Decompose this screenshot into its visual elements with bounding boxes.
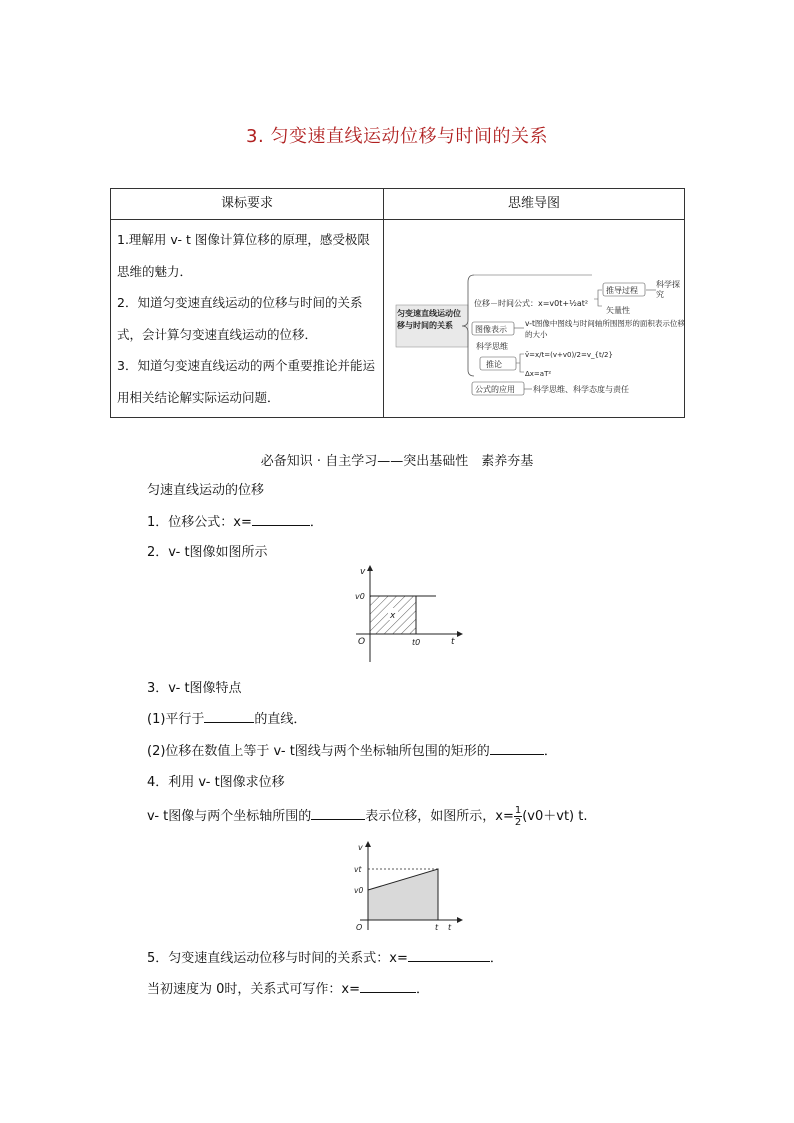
answer-blank[interactable] bbox=[252, 511, 310, 526]
graph2-v0: v0 bbox=[354, 886, 364, 895]
mindmap-root: 匀变速直线运动位移与时间的关系 bbox=[397, 309, 461, 330]
period: ． bbox=[309, 515, 323, 530]
mindmap-branch-formula: 位移－时间公式：x=v0t+½at² bbox=[474, 299, 589, 308]
period: ． bbox=[489, 951, 503, 966]
graph2-v-axis: v bbox=[358, 843, 363, 852]
requirement-item: 1.理解用 v- t 图像计算位移的原理，感受极限思维的魅力． bbox=[117, 232, 370, 279]
item-4a-pre: v- t图像与两个坐标轴所围的 bbox=[147, 809, 312, 824]
graph1-area-label: x bbox=[390, 611, 396, 621]
item-6 bbox=[147, 978, 429, 997]
mindmap-diagram bbox=[384, 220, 686, 407]
mindmap-inference-f1: v̄=x/t=(v+v0)/2=v_{t/2} bbox=[525, 351, 613, 359]
answer-blank[interactable] bbox=[408, 947, 490, 962]
vt-graph-uniform bbox=[320, 562, 470, 666]
mindmap-inference-f2: Δx=aT² bbox=[525, 370, 552, 378]
requirements-table bbox=[110, 188, 685, 418]
mindmap-graph-desc: v-t图像中图线与时间轴所围图形的面积表示位移的大小 bbox=[525, 319, 685, 339]
item-3: 3．v- t图像特点 bbox=[147, 681, 242, 696]
requirements-cell bbox=[111, 220, 384, 418]
answer-blank[interactable] bbox=[311, 805, 365, 820]
graph1-v-axis: v bbox=[360, 567, 366, 577]
item-1 bbox=[147, 511, 323, 530]
mindmap-graph: 图像表示 bbox=[475, 325, 507, 334]
item-1-text: 1．位移公式：x= bbox=[147, 515, 252, 530]
mindmap-derive: 推导过程 bbox=[606, 286, 638, 295]
item-3a bbox=[147, 708, 306, 727]
item-4: 4．利用 v- t图像求位移 bbox=[147, 775, 285, 790]
col-header-requirements: 课标要求 bbox=[111, 189, 384, 220]
requirement-item: 3．知道匀变速直线运动的两个重要推论并能运用相关结论解实际运动问题． bbox=[117, 358, 375, 405]
mindmap-inference: 推论 bbox=[486, 360, 502, 369]
item-5 bbox=[147, 947, 503, 966]
item-3a-post: 的直线． bbox=[254, 712, 307, 727]
page-title: 3. 匀变速直线运动位移与时间的关系 bbox=[246, 126, 548, 147]
mindmap-cell bbox=[384, 220, 685, 418]
item-4a bbox=[147, 805, 588, 828]
vt-graph-accelerated bbox=[330, 838, 470, 934]
graph2-t-axis: t bbox=[448, 923, 452, 932]
item-3b-pre: (2)位移在数值上等于 v- t图线与两个坐标轴所包围的矩形的 bbox=[147, 744, 490, 759]
requirement-item: 2．知道匀变速直线运动的位移与时间的关系式，会计算匀变速直线运动的位移． bbox=[117, 295, 363, 342]
col-header-mindmap: 思维导图 bbox=[384, 189, 685, 220]
item-2: 2．v- t图像如图所示 bbox=[147, 545, 268, 560]
fraction-half: $\frac{1}{2}$ bbox=[514, 805, 522, 828]
item-3b bbox=[147, 740, 557, 759]
mindmap-app-desc: 科学思维、科学态度与责任 bbox=[533, 385, 629, 394]
graph1-v0: v0 bbox=[355, 592, 365, 601]
item-6-text: 当初速度为 0时，关系式可写作：x= bbox=[147, 982, 360, 997]
graph2-origin: O bbox=[356, 923, 363, 932]
item-4a-mid: 表示位移，如图所示，x= bbox=[365, 809, 514, 824]
mindmap-science-explore: 科学探究 bbox=[656, 280, 680, 299]
graph1-t0: t0 bbox=[412, 638, 421, 647]
period: ． bbox=[543, 744, 557, 759]
subhead: 匀速直线运动的位移 bbox=[147, 483, 265, 498]
graph1-t-axis: t bbox=[451, 637, 455, 647]
mindmap-app: 公式的应用 bbox=[475, 385, 515, 394]
item-4a-post: (v0＋vt) t. bbox=[522, 809, 588, 824]
mindmap-sci-thinking: 科学思维 bbox=[476, 342, 508, 351]
graph2-vt: vt bbox=[354, 865, 362, 874]
period: ． bbox=[416, 982, 430, 997]
answer-blank[interactable] bbox=[490, 740, 544, 755]
item-5-text: 5．匀变速直线运动位移与时间的关系式：x= bbox=[147, 951, 408, 966]
answer-blank[interactable] bbox=[360, 978, 416, 993]
mindmap-vector: 矢量性 bbox=[606, 306, 630, 315]
answer-blank[interactable] bbox=[204, 708, 254, 723]
graph1-origin: O bbox=[358, 637, 366, 647]
section-title: 必备知识 · 自主学习——突出基础性 素养夯基 bbox=[260, 454, 534, 469]
graph2-t-mark: t bbox=[435, 923, 439, 932]
item-3a-pre: (1)平行于 bbox=[147, 712, 205, 727]
